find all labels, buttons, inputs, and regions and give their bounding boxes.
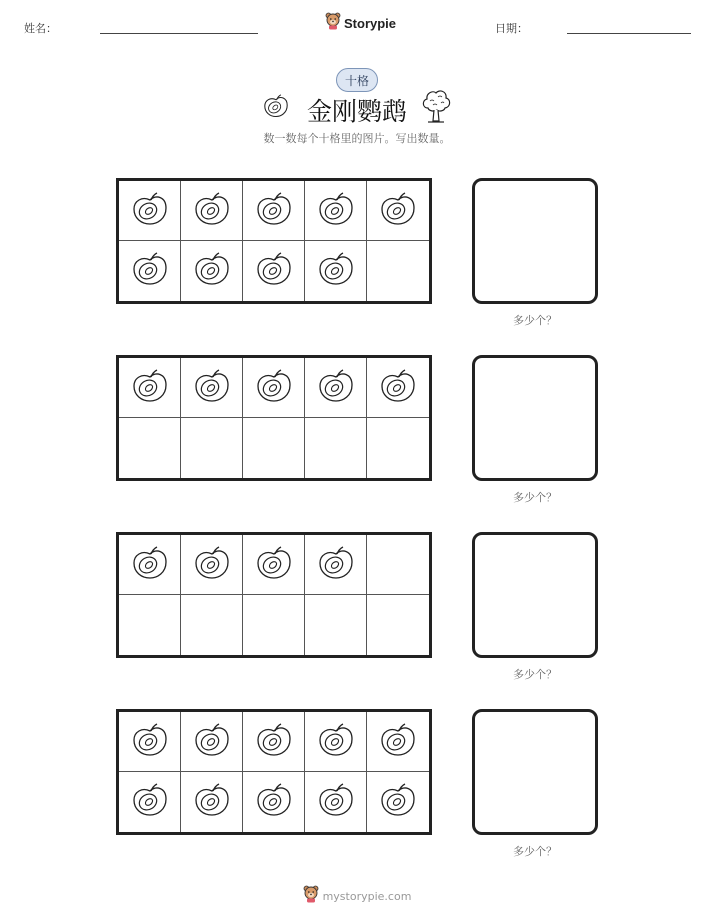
ten-frame-cell bbox=[305, 772, 367, 832]
ten-frame-cell bbox=[119, 358, 181, 418]
ten-frame-cell bbox=[181, 181, 243, 241]
ten-frame-cell bbox=[367, 418, 429, 478]
name-label: 姓名： bbox=[24, 22, 57, 35]
ten-frame-cell bbox=[181, 358, 243, 418]
plum-icon bbox=[254, 782, 294, 822]
ten-frame-cell bbox=[305, 535, 367, 595]
answer-box[interactable] bbox=[472, 532, 598, 658]
ten-frame-cell bbox=[367, 595, 429, 655]
answer-box[interactable] bbox=[472, 178, 598, 304]
ten-frame-cell bbox=[305, 181, 367, 241]
ten-frame-cell bbox=[243, 181, 305, 241]
ten-frame-cell bbox=[305, 418, 367, 478]
ten-frame-cell bbox=[367, 358, 429, 418]
ten-frame-cell bbox=[243, 418, 305, 478]
ten-frame-cell bbox=[243, 358, 305, 418]
brand-name: Storypie bbox=[344, 15, 397, 31]
plum-icon bbox=[192, 545, 232, 585]
tree-icon bbox=[420, 88, 452, 128]
ten-frame bbox=[116, 355, 432, 481]
ten-frame-cell bbox=[367, 181, 429, 241]
plum-icon bbox=[254, 191, 294, 231]
ten-frame-cell bbox=[181, 712, 243, 772]
plum-icon bbox=[254, 251, 294, 291]
ten-frame-cell bbox=[305, 595, 367, 655]
name-line[interactable] bbox=[100, 33, 258, 34]
plum-icon bbox=[316, 368, 356, 408]
ten-frame-cell bbox=[181, 772, 243, 832]
answer-label: 多少个？ bbox=[513, 668, 557, 681]
ten-frame-cell bbox=[181, 418, 243, 478]
plum-icon bbox=[316, 191, 356, 231]
plum-icon bbox=[316, 722, 356, 762]
ten-frame-cell bbox=[305, 712, 367, 772]
ten-frame-cell bbox=[119, 535, 181, 595]
footer-site: mystorypie.com bbox=[322, 889, 412, 903]
bear-logo-icon bbox=[303, 885, 319, 907]
plum-icon bbox=[130, 191, 170, 231]
ten-frame-cell bbox=[243, 241, 305, 301]
plum-icon bbox=[130, 722, 170, 762]
ten-frame-cell bbox=[305, 241, 367, 301]
plum-icon bbox=[130, 251, 170, 291]
plum-icon bbox=[254, 722, 294, 762]
ten-frame-cell bbox=[119, 241, 181, 301]
footer bbox=[0, 885, 714, 907]
ten-frame-cell bbox=[305, 358, 367, 418]
plum-icon bbox=[192, 191, 232, 231]
topic-badge: 十格 bbox=[336, 68, 378, 92]
plum-icon bbox=[130, 545, 170, 585]
plum-icon bbox=[254, 545, 294, 585]
plum-icon bbox=[192, 782, 232, 822]
ten-frame-cell bbox=[119, 181, 181, 241]
plum-icon bbox=[192, 368, 232, 408]
ten-frame-cell bbox=[243, 712, 305, 772]
answer-box[interactable] bbox=[472, 355, 598, 481]
ten-frame-cell bbox=[181, 595, 243, 655]
plum-icon bbox=[316, 251, 356, 291]
plum-icon bbox=[378, 782, 418, 822]
ten-frame-cell bbox=[367, 772, 429, 832]
date-label: 日期： bbox=[495, 22, 528, 35]
plum-icon bbox=[192, 251, 232, 291]
ten-frame-cell bbox=[119, 418, 181, 478]
plum-icon bbox=[254, 368, 294, 408]
answer-label: 多少个？ bbox=[513, 314, 557, 327]
instructions: 数一数每个十格里的图片。写出数量。 bbox=[263, 132, 451, 145]
ten-frame bbox=[116, 709, 432, 835]
ten-frame-cell bbox=[367, 241, 429, 301]
ten-frame bbox=[116, 532, 432, 658]
plum-icon bbox=[316, 545, 356, 585]
answer-label: 多少个？ bbox=[513, 491, 557, 504]
ten-frame-cell bbox=[119, 712, 181, 772]
answer-box[interactable] bbox=[472, 709, 598, 835]
ten-frame-cell bbox=[119, 595, 181, 655]
ten-frame-cell bbox=[367, 535, 429, 595]
ten-frame-cell bbox=[119, 772, 181, 832]
ten-frame-cell bbox=[181, 535, 243, 595]
plum-icon bbox=[192, 722, 232, 762]
ten-frame-cell bbox=[243, 772, 305, 832]
brand-logo bbox=[325, 12, 396, 34]
plum-icon bbox=[378, 191, 418, 231]
plum-icon bbox=[378, 722, 418, 762]
plum-icon bbox=[316, 782, 356, 822]
ten-frame-cell bbox=[367, 712, 429, 772]
ten-frame-cell bbox=[181, 241, 243, 301]
answer-label: 多少个？ bbox=[513, 845, 557, 858]
plum-icon bbox=[378, 368, 418, 408]
ten-frame-cell bbox=[243, 535, 305, 595]
bear-logo-icon bbox=[325, 12, 341, 34]
plum-icon bbox=[130, 782, 170, 822]
plum-icon bbox=[130, 368, 170, 408]
ten-frame-cell bbox=[243, 595, 305, 655]
page-title: 金刚鹦鹉 bbox=[306, 97, 407, 126]
ten-frame bbox=[116, 178, 432, 304]
date-line[interactable] bbox=[567, 33, 691, 34]
